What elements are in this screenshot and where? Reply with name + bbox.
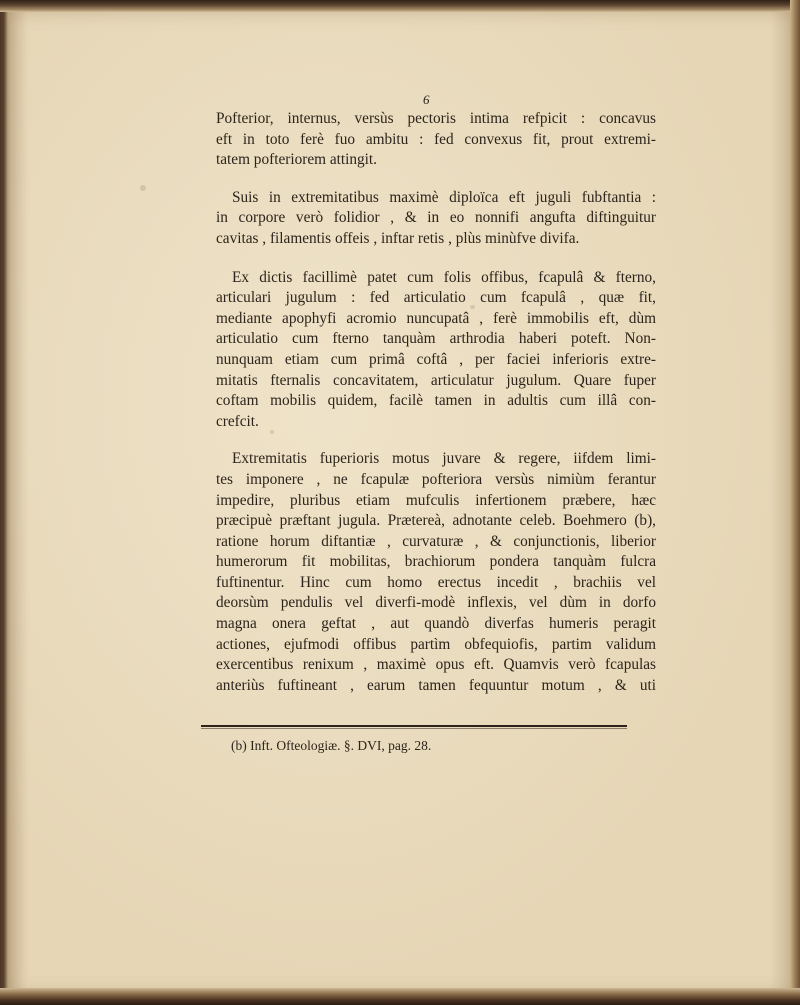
text-line: Pofterior, internus, versùs pectoris intima refpicit : concavus [216, 110, 656, 127]
text-line: eft in toto ferè fuo ambitu : fed convexus fit, prout extremi- [216, 130, 656, 148]
text-line: articulatio cum fterno tanquàm arthrodia haberi poteft. Non- [216, 330, 656, 348]
text-line: humerorum fit mobilitas, brachiorum pondera tanquàm fulcra [216, 553, 656, 571]
text-line: tatem pofteriorem attingit. [216, 151, 377, 169]
text-line: Extremitatis fuperioris motus juvare & regere, iifdem limi- [232, 450, 656, 468]
footnote-separator-rule [201, 725, 627, 727]
text-line: cavitas , filamentis offeis , inftar retis , plùs minùfve divifa. [216, 229, 580, 247]
text-line: exercentibus renixum , maximè opus eft. Quamvis verò fcapulas [216, 656, 656, 674]
text-line: mitatis fternalis concavitatem, articulatur jugulum. Quare fuper [216, 371, 656, 389]
foxing-spot [140, 185, 146, 191]
paragraph [216, 449, 656, 696]
text-line: impedire, pluribus etiam mufculis infertionem præbere, hæc [216, 491, 656, 509]
text-line: præcipuè præftant jugula. Prætereà, adnotante celeb. Boehmero (b), [216, 512, 656, 530]
text-line: crefcit. [216, 412, 259, 430]
text-line: ratione horum diftantiæ , curvaturæ , & conjunctionis, liberior [216, 532, 656, 550]
footnote: (b) Inft. Ofteologiæ. §. DVI, pag. 28. [231, 738, 432, 753]
text-line: mediante apophyfi acromio nuncupatâ , ferè immobilis eft, dùm [216, 309, 656, 327]
text-line: nunquam etiam cum primâ coftâ , per faciei inferioris extre- [216, 350, 656, 368]
text-line: coftam mobilis quidem, facilè tamen in adultis cum illâ con- [216, 392, 656, 410]
page-number: 6 [423, 92, 430, 107]
text-line: magna onera geftat , aut quandò diverfas humeris peragit [216, 615, 656, 633]
page-top-edge [0, 0, 800, 12]
paragraph [216, 268, 656, 433]
text-line: deorsùm pendulis vel diverfi-modè inflexis, vel dùm in dorfo [216, 594, 656, 612]
text-line: tes imponere , ne fcapulæ pofteriora versùs nimiùm ferantur [216, 470, 656, 488]
text-line: actiones, ejufmodi offibus partìm obfequiofis, partim validum [216, 635, 656, 653]
text-line: in corpore verò folidior , & in eo nonnifi angufta diftinguitur [216, 209, 656, 227]
text-line: Suis in extremitatibus maximè diploïca eft juguli fubftantia : [232, 188, 656, 206]
paragraph [216, 109, 656, 171]
text-line: fuftinentur. Hinc cum homo erectus incedit , brachiis vel [216, 573, 656, 591]
text-line: Ex dictis facillimè patet cum folis offibus, fcapulâ & fterno, [232, 268, 656, 286]
page-right-edge [790, 0, 800, 1005]
text-line: anteriùs fuftineant , earum tamen fequuntur motum , & uti [216, 676, 656, 694]
body-text [216, 92, 656, 696]
paragraph [216, 188, 656, 250]
page-bottom-edge [0, 988, 800, 1005]
text-line: articulari jugulum : fed articulatio cum fcapulâ , quæ fit, [216, 289, 656, 307]
